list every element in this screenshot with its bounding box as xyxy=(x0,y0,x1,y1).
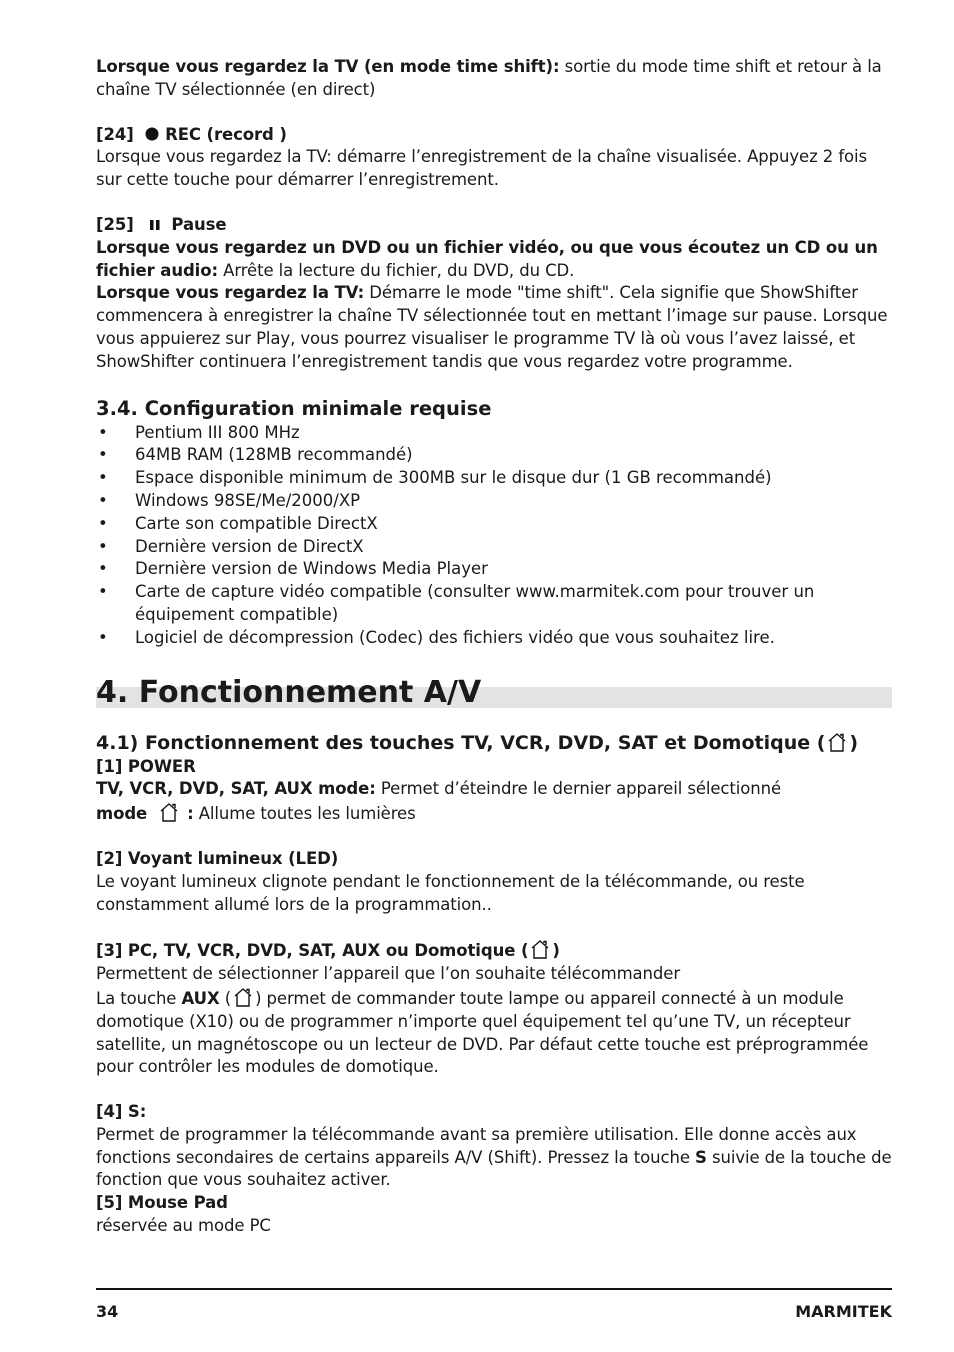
intro-bold: Lorsque vous regardez la TV (en mode time shift): xyxy=(96,57,560,76)
key-4-text: Permet de programmer la télécommande avant sa première utilisation. Elle donne accès aux fonctions secondaires de certains appareils A/V (Shift). Pressez la touche S suivie de la touche de fonction que vous souhaitez activer. xyxy=(96,1124,892,1190)
page-number: 34 xyxy=(96,1302,119,1321)
config-list-item: • Windows 98SE/Me/2000/XP xyxy=(96,490,892,513)
config-list-item: • Carte son compatible DirectX xyxy=(96,513,892,536)
house-icon xyxy=(528,938,552,960)
bullet-icon: • xyxy=(98,468,108,488)
pause-icon xyxy=(149,219,161,231)
key-4-title: [4] S: xyxy=(96,1102,147,1122)
key-25-label: Pause xyxy=(171,214,227,234)
section-4-title: 4. Fonctionnement A/V xyxy=(96,674,482,710)
key-3-line1: Permettent de sélectionner l’appareil que l’on souhaite télécommander xyxy=(96,964,681,984)
key-24-label: REC (record ) xyxy=(165,124,287,144)
intro-paragraph xyxy=(96,56,892,102)
key-24-text: Lorsque vous regardez la TV: démarre l’enregistrement de la chaîne visualisée. Appuyez 2 fois sur cette touche pour démarrer l’enregistrement. xyxy=(96,147,868,190)
config-list xyxy=(96,422,892,650)
config-list-item: • Pentium III 800 MHz xyxy=(96,422,892,445)
house-icon xyxy=(825,731,849,753)
section-4-header xyxy=(96,674,892,720)
key-25-para1: Lorsque vous regardez un DVD ou un fichier vidéo, ou que vous écoutez un CD ou un fichier audio: Arrête la lecture du fichier, du DVD, du CD. xyxy=(96,237,878,280)
config-heading: 3.4. Configuration minimale requise xyxy=(96,396,492,420)
config-list-item: • Dernière version de Windows Media Player xyxy=(96,558,892,581)
key-5-text: réservée au mode PC xyxy=(96,1216,271,1236)
page-footer xyxy=(96,1288,892,1321)
key-24-title: [24] REC (record ) xyxy=(96,124,287,144)
bullet-icon: • xyxy=(98,627,108,647)
key-1-line2: mode : Allume toutes les lumières xyxy=(96,801,892,826)
intro-text: sortie du mode time shift et retour à la chaîne TV sélectionnée (en direct) xyxy=(96,57,882,99)
bullet-icon: • xyxy=(98,559,108,579)
config-list-item: • Logiciel de décompression (Codec) des fichiers vidéo que vous souhaitez lire. xyxy=(96,627,892,650)
key-2-title: [2] Voyant lumineux (LED) xyxy=(96,848,339,868)
house-icon xyxy=(157,801,181,823)
bullet-icon: • xyxy=(98,513,108,533)
bullet-icon: • xyxy=(98,536,108,556)
house-icon xyxy=(231,986,255,1008)
key-1-title: [1] POWER xyxy=(96,756,196,776)
bullet-icon: • xyxy=(98,490,108,510)
config-list-item: • Dernière version de DirectX xyxy=(96,536,892,559)
key-1-line1: TV, VCR, DVD, SAT, AUX mode: Permet d’éteindre le dernier appareil sélectionné xyxy=(96,779,781,799)
key-2-text: Le voyant lumineux clignote pendant le fonctionnement de la télécommande, ou reste constamment allumé lors de la programmation.. xyxy=(96,871,805,914)
page-body xyxy=(96,56,892,1238)
config-list-item: • 64MB RAM (128MB recommandé) xyxy=(96,444,892,467)
key-3-para: La touche AUX ( ) permet de commander toute lampe ou appareil connecté à un module domotique (X10) ou de programmer n’importe quel équipement tel qu’une TV, un récepteur satellite, un magnétoscope ou un lecteur de DVD. Par défaut cette touche est préprogrammée pour contrôler les modules de domotique. xyxy=(96,986,892,1079)
bullet-icon: • xyxy=(98,582,108,602)
footer-brand: MARMITEK xyxy=(795,1302,892,1321)
bullet-icon: • xyxy=(98,422,108,442)
section-4-1-heading: 4.1) Fonctionnement des touches TV, VCR, DVD, SAT et Domotique ( ) xyxy=(96,731,859,754)
key-5-title: [5] Mouse Pad xyxy=(96,1193,228,1213)
record-dot-icon xyxy=(144,126,160,142)
key-3-title: [3] PC, TV, VCR, DVD, SAT, AUX ou Domotique ( ) xyxy=(96,938,892,963)
key-25-title: [25] Pause xyxy=(96,214,227,234)
config-list-item: • Carte de capture vidéo compatible (consulter www.marmitek.com pour trouver un équipement compatible) xyxy=(98,582,815,624)
bullet-icon: • xyxy=(98,445,108,465)
config-list-item: • Espace disponible minimum de 300MB sur le disque dur (1 GB recommandé) xyxy=(96,467,892,490)
key-25-para2: Lorsque vous regardez la TV: Démarre le mode "time shift". Cela signifie que ShowShifter commencera à enregistrer la chaîne TV sélectionnée tout en mettant l’image sur pause. Lorsque vous appuierez sur Play, vous pourrez visualiser le programme TV là où vous l’avez laissé, et ShowShifter continuera l’enregistrement tandis que vous regardez votre programme. xyxy=(96,283,888,371)
